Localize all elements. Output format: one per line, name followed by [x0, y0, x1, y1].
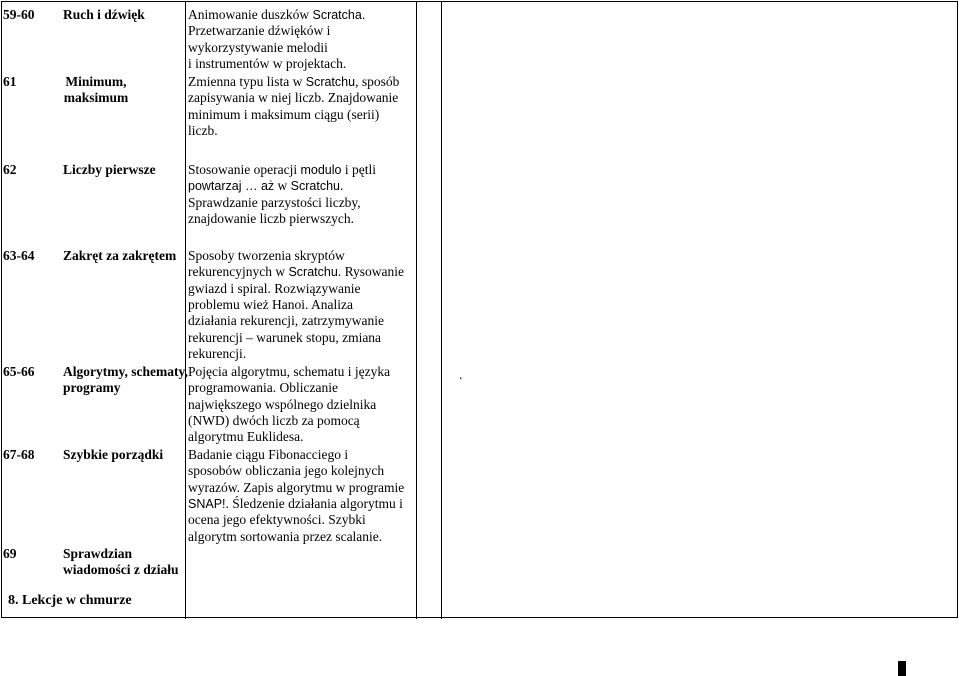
lesson-content-line — [188, 529, 382, 545]
page-mark — [898, 661, 906, 676]
content-text: największego wspólnego dzielnika — [188, 396, 377, 412]
content-term: SNAP! — [188, 496, 226, 511]
content-text: wyrazów. Zapis algorytmu w programie — [188, 479, 405, 495]
lesson-number: 63-64 — [3, 248, 35, 263]
extra-note: . — [459, 367, 463, 382]
lesson-content-line — [188, 512, 366, 528]
content-text: , sposób — [355, 74, 400, 89]
lesson-content-line — [188, 7, 365, 23]
lesson-topic: Zakręt za zakrętem — [63, 248, 177, 263]
lesson-content-line — [188, 313, 384, 329]
lesson-content-line — [188, 380, 338, 396]
lesson-content-line — [188, 264, 404, 280]
content-text: . Rysowanie — [337, 264, 405, 280]
lesson-content-line — [188, 56, 346, 72]
content-text: rekurencji – warunek stopu, zmiana — [188, 329, 382, 345]
content-text: . Śledzenie działania algorytmu i — [225, 495, 403, 511]
lesson-table-frame — [1, 1, 958, 618]
content-text: rekurencji. — [188, 345, 247, 361]
content-text: wykorzystywanie melodii — [188, 39, 328, 55]
lesson-number: 61 — [3, 74, 17, 89]
content-text: gwiazd i spiral. Rozwiązywanie — [188, 280, 361, 296]
content-term: Scratchu — [288, 265, 338, 280]
content-text: Przetwarzanie dźwięków i — [188, 23, 331, 39]
content-text: Pojęcia algorytmu, schematu i języka — [188, 364, 391, 379]
content-text: Badanie ciągu Fibonacciego i — [188, 447, 349, 462]
column-divider — [185, 1, 186, 619]
lesson-content-line — [188, 40, 328, 56]
content-text: w — [274, 178, 291, 194]
lesson-content-line — [188, 123, 218, 139]
content-text: rekurencyjnych w — [188, 264, 289, 280]
lesson-number: 69 — [3, 546, 17, 561]
lesson-content-line — [188, 429, 303, 445]
column-divider — [441, 1, 442, 619]
lesson-content-line — [188, 248, 345, 264]
lesson-number: 65-66 — [3, 364, 35, 379]
content-text: . — [340, 178, 344, 194]
lesson-content-line — [188, 330, 381, 346]
lesson-content-line — [188, 346, 246, 362]
lesson-content-line — [188, 480, 404, 496]
content-text: Sprawdzanie parzystości liczby, — [188, 194, 361, 210]
lesson-content-line — [188, 413, 360, 429]
lesson-number: 62 — [3, 162, 17, 177]
section-heading: 8. Lekcje w chmurze — [8, 593, 132, 608]
content-text: minimum i maksimum ciągu (serii) — [188, 106, 380, 122]
content-text: liczb. — [188, 122, 218, 138]
lesson-topic: Sprawdzian — [63, 546, 133, 561]
lesson-content-line — [188, 297, 353, 313]
lesson-number: 67-68 — [3, 447, 35, 462]
lesson-content-line — [188, 211, 354, 227]
content-text: sposobów obliczania jego kolejnych — [188, 463, 385, 479]
lesson-topic: Minimum, — [65, 74, 127, 89]
content-term: Scratchu — [290, 179, 340, 194]
content-text: problemu wież Hanoi. Analiza — [188, 296, 353, 312]
content-term: modulo — [300, 163, 342, 177]
content-text: i pętli — [341, 162, 376, 177]
lesson-topic: Ruch i dźwięk — [63, 7, 145, 22]
lesson-topic: Algorytmy, schematy, — [63, 364, 188, 379]
lesson-content-line — [188, 364, 390, 380]
content-text: programowania. Obliczanie — [188, 380, 338, 396]
content-text: algorytm sortowania przez scalanie. — [188, 528, 383, 544]
lesson-content-line — [188, 447, 348, 463]
lesson-content-line — [188, 178, 343, 194]
lesson-topic: Liczby pierwsze — [63, 162, 156, 177]
content-text: zapisywania w niej liczb. Znajdowanie — [188, 90, 399, 106]
content-text: i instrumentów w projektach. — [188, 55, 347, 71]
content-term: Scratcha. — [312, 8, 366, 22]
lesson-content-line — [188, 90, 398, 106]
content-text: ocena jego efektywności. Szybki — [188, 512, 366, 528]
lesson-topic: Szybkie porządki — [63, 447, 164, 462]
lesson-content-line — [188, 496, 403, 512]
content-text: Stosowanie operacji — [188, 162, 301, 177]
lesson-number: 59-60 — [3, 7, 35, 22]
lesson-content-line — [188, 74, 399, 90]
content-text: Zmienna typu lista w — [188, 74, 306, 89]
lesson-topic: maksimum — [63, 90, 129, 106]
content-term: powtarzaj … aż — [188, 179, 275, 194]
lesson-content-line — [188, 397, 376, 413]
content-text: działania rekurencji, zatrzymywanie — [188, 313, 385, 329]
column-divider — [416, 1, 417, 619]
lesson-content-line — [188, 195, 361, 211]
lesson-content-line — [188, 281, 360, 297]
content-text: (NWD) dwóch liczb za pomocą — [188, 412, 360, 428]
content-text: Animowanie duszków — [188, 7, 313, 22]
content-text: znajdowanie liczb pierwszych. — [188, 210, 355, 226]
content-term: Scratchu — [305, 75, 356, 89]
lesson-content-line — [188, 162, 376, 178]
content-text: Sposoby tworzenia skryptów — [188, 248, 345, 263]
lesson-topic: programy — [63, 380, 121, 396]
lesson-content-line — [188, 463, 384, 479]
lesson-content-line — [188, 23, 330, 39]
content-text: algorytmu Euklidesa. — [188, 429, 304, 445]
lesson-topic: wiadomości z działu — [63, 562, 179, 578]
lesson-content-line — [188, 107, 379, 123]
